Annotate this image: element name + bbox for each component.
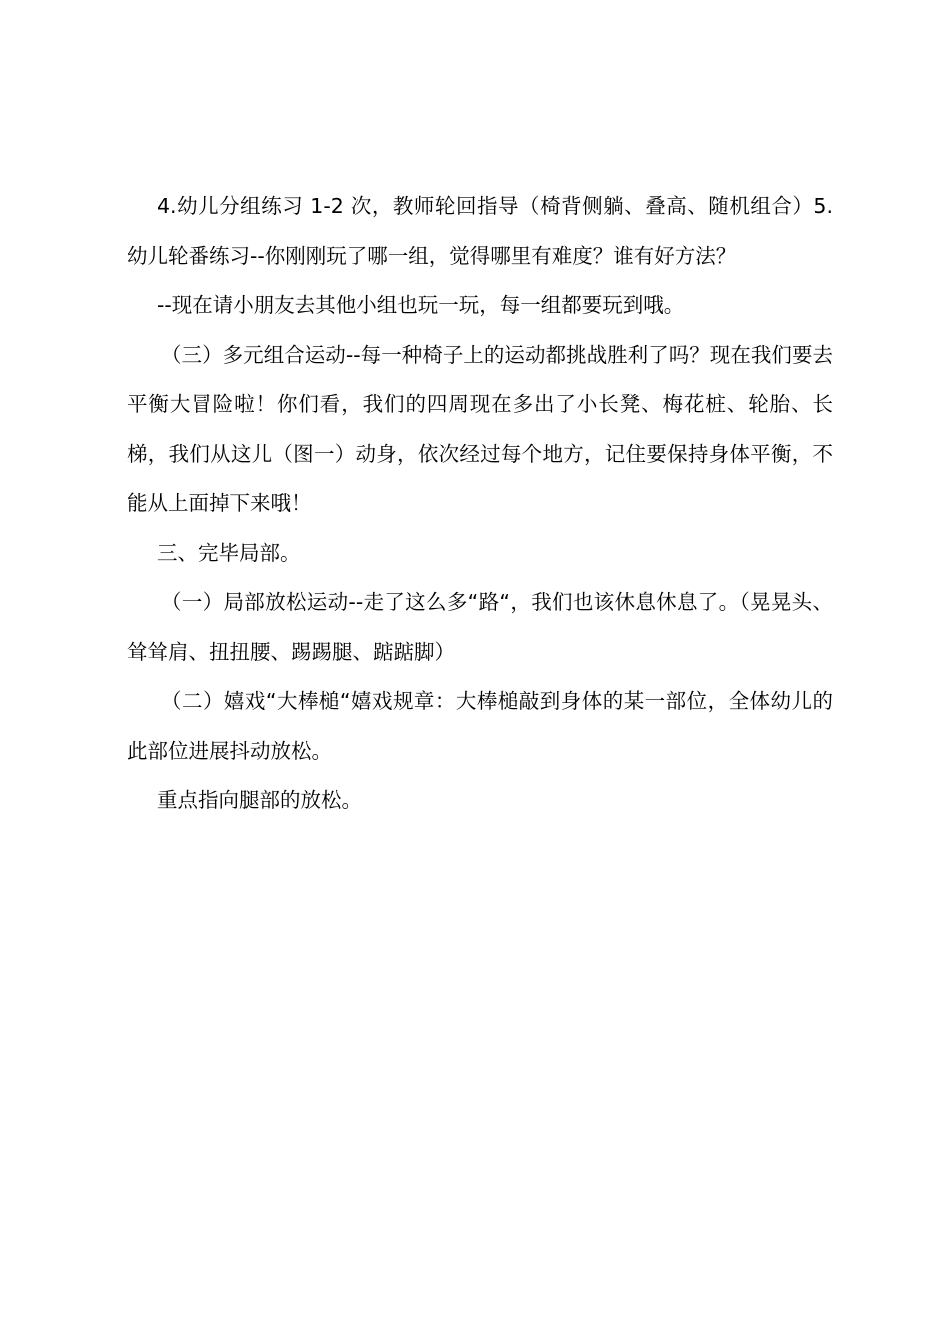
paragraph-game-rules: （二）嬉戏“大棒槌“嬉戏规章：大棒槌敲到身体的某一部位，全体幼儿的此部位进展抖动放松。 <box>127 689 833 763</box>
paragraph-leg-focus: 重点指向腿部的放松。 <box>157 788 362 812</box>
paragraph-play-other-groups: --现在请小朋友去其他小组也玩一玩，每一组都要玩到哦。 <box>157 293 685 317</box>
paragraph-group-practice: 4.幼儿分组练习 1-2 次，教师轮回指导（椅背侧躺、叠高、随机组合）5.幼儿轮番练习--你刚刚玩了哪一组，觉得哪里有难度？谁有好方法？ <box>127 194 833 268</box>
section-heading-ending: 三、完毕局部。 <box>157 540 301 565</box>
paragraph-combined-exercise: （三）多元组合运动--每一种椅子上的运动都挑战胜利了吗？现在我们要去平衡大冒险啦！你们看，我们的四周现在多出了小长凳、梅花桩、轮胎、长梯，我们从这儿（图一）动身，依次经过每个地方，记住要保持身体平衡，不能从上面掉下来哦！ <box>127 342 833 515</box>
document-body <box>127 182 833 826</box>
paragraph-relaxation: （一）局部放松运动--走了这么多“路“，我们也该休息休息了。（晃晃头、耸耸肩、扭扭腰、踢踢腿、踮踮脚） <box>127 590 833 664</box>
